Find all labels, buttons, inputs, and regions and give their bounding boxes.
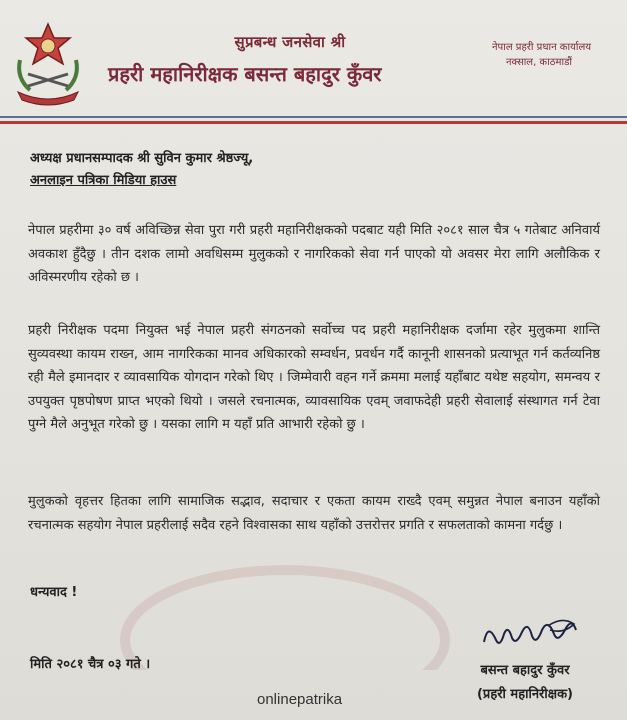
signer-title: (प्रहरी महानिरीक्षक): [476, 687, 573, 702]
addressee-block: [30, 148, 253, 192]
office-line2: नक्साल, काठमाडौं: [506, 57, 573, 68]
office-line1: नेपाल प्रहरी प्रधान कार्यालय: [492, 42, 592, 53]
handwritten-signature: [478, 612, 582, 656]
addressee-name: अध्यक्ष प्रधानसम्पादक श्री सुविन कुमार श्रेष्ठज्यू,: [30, 151, 254, 166]
signer-block: [450, 659, 600, 707]
header-divider-blue: [0, 116, 627, 118]
body-paragraph-3: मुलुकको वृहत्तर हितका लागि सामाजिक सद्भाव, सदाचार र एकता कायम राख्दै एवम् समुन्नत नेपाल बनाउन यहाँको रचनात्मक सहयोग नेपाल प्रहरीलाई सदैव रहने विश्वासका साथ यहाँको उत्तरोत्तर प्रगति र सफलताको कामना गर्दछु ।: [28, 494, 600, 533]
nepal-police-emblem-icon: [8, 20, 88, 106]
header-divider-red: [0, 121, 627, 124]
letter-date: मिति २०८१ चैत्र ०३ गते ।: [30, 657, 151, 672]
body-paragraph-1: नेपाल प्रहरीमा ३० वर्ष अविच्छिन्न सेवा पुरा गरी प्रहरी महानिरीक्षकको पदबाट यही मिति २०८१ साल चैत्र ५ गतेबाट अनिवार्य अवकाश हुँदैछु । तीन दशक लामो अवधिसम्म मुलुकको र नागरिकको सेवा गर्न पाएको यो अवसर मेरा लागि अलौकिक र अविस्मरणीय रहेको छ ।: [28, 223, 600, 285]
header-tagline: सुप्रबन्ध जनसेवा श्री: [234, 33, 346, 51]
body-paragraph-2: प्रहरी निरीक्षक पदमा नियुक्त भई नेपाल प्रहरी संगठनको सर्वोच्च पद प्रहरी महानिरीक्षक दर्जामा रहेर मुलुकमा शान्ति सुव्यवस्था कायम राख्न, आम नागरिकका मानव अधिकारको सम्वर्धन, प्रवर्धन गर्दै कानूनी शासनको प्रत्याभूत गर्न कर्तव्यनिष्ठ रही मैले इमानदार र व्यावसायिक योगदान गरेको थिए । जिम्मेवारी वहन गर्ने क्रममा मलाई यहाँबाट यथेष्ट सहयोग, समन्वय र उपयुक्त पृष्ठपोषण प्राप्त भएको थियो । जसले रचनात्मक, व्यावसायिक एवम् जवाफदेही प्रहरी सेवालाई संस्थागत गर्न टेवा पुग्ने मैले अनुभूत गरेको छु । यसका लागि म यहाँ प्रति आभारी रहेको छु ।: [28, 323, 600, 432]
addressee-organization: अनलाइन पत्रिका मिडिया हाउस: [30, 173, 177, 188]
office-address: [492, 40, 622, 70]
signer-name: बसन्त बहादुर कुँवर: [480, 663, 570, 678]
sender-name-heading: प्रहरी महानिरीक्षक बसन्त बहादुर कुँवर: [108, 62, 382, 86]
faint-seal-watermark: [120, 560, 450, 670]
watermark-text: onlinepatrika: [257, 691, 343, 708]
closing-thanks: धन्यवाद !: [30, 585, 78, 600]
